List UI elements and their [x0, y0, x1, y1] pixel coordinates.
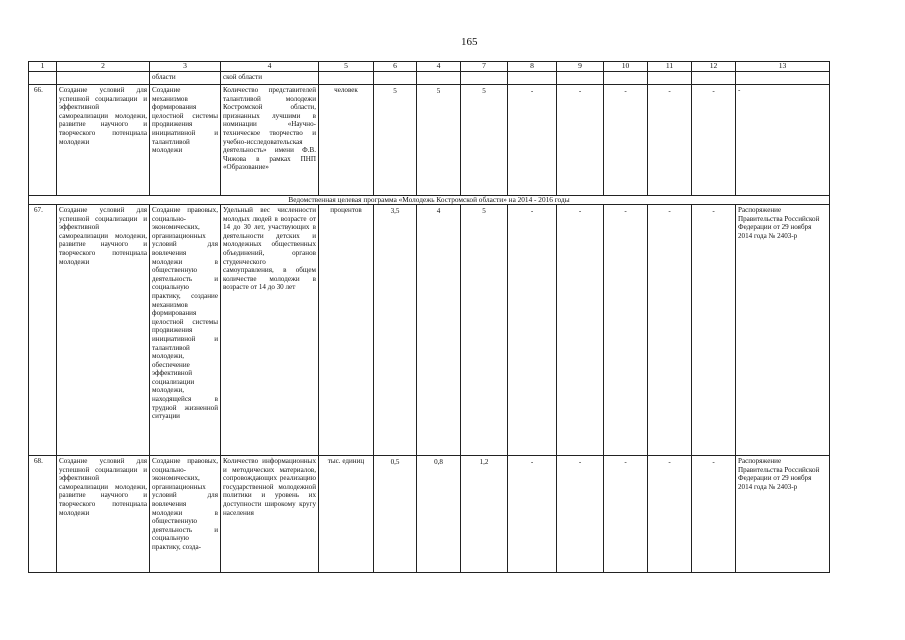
row-number: 66.	[29, 85, 57, 196]
col-header-10: 10	[604, 62, 648, 72]
col-header-9: 9	[557, 62, 604, 72]
row-source: Распоряжение Правительства Российской Федерации от 29 ноября 2014 года № 2403-р	[736, 205, 830, 456]
row-value-4b: 0,8	[417, 456, 461, 573]
row-number: 68.	[29, 456, 57, 573]
row-value-8: -	[508, 85, 557, 196]
row-value-11: -	[648, 205, 692, 456]
row-indicator: Удельный вес численности молодых людей в возрасте от 14 до 30 лет, участвующих в деятельности детских и молодежных общественных объединений, органов студенческого самоуправления, в общем количестве молодежи в возрасте от 14 до 30 лет	[221, 205, 319, 456]
row-value-8: -	[508, 205, 557, 456]
row-value-6: 5	[374, 85, 417, 196]
row-value-9: -	[557, 85, 604, 196]
col-header-4b: 4	[417, 62, 461, 72]
row-value-7: 5	[461, 85, 508, 196]
col-header-8: 8	[508, 62, 557, 72]
row-value-10: -	[604, 205, 648, 456]
row-unit: тыс. единиц	[319, 456, 374, 573]
carryover-task: области	[150, 72, 221, 85]
col-header-13: 13	[736, 62, 830, 72]
table-row	[29, 456, 830, 573]
col-header-11: 11	[648, 62, 692, 72]
row-value-9: -	[557, 205, 604, 456]
row-value-11: -	[648, 456, 692, 573]
col-header-3: 3	[150, 62, 221, 72]
col-header-6: 6	[374, 62, 417, 72]
col-header-5: 5	[319, 62, 374, 72]
carryover-indicator: ской области	[221, 72, 319, 85]
row-value-6: 0,5	[374, 456, 417, 573]
row-value-10: -	[604, 456, 648, 573]
row-value-9: -	[557, 456, 604, 573]
row-value-7: 5	[461, 205, 508, 456]
row-number: 67.	[29, 205, 57, 456]
row-task: Создание механизмов формирования целостной системы продвижения инициативной и талантливой молодежи	[150, 85, 221, 196]
col-header-1: 1	[29, 62, 57, 72]
row-goal: Создание условий для успешной социализации и эффективной самореализации молодежи, развитие научного и творческого потенциала молодежи	[57, 456, 150, 573]
row-source: Распоряжение Правительства Российской Федерации от 29 ноября 2014 года № 2403-р	[736, 456, 830, 573]
col-header-12: 12	[692, 62, 736, 72]
page-number: 165	[461, 36, 478, 48]
column-number-row	[29, 62, 830, 72]
table-row	[29, 85, 830, 196]
program-title: Ведомственная целевая программа «Молодежь Костромской области» на 2014 - 2016 годы	[29, 196, 830, 205]
row-unit: процентов	[319, 205, 374, 456]
row-indicator: Количество информационных и методических материалов, сопровождающих реализацию государственной молодежной политики и уровень их доступности широкому кругу населения	[221, 456, 319, 573]
row-value-4b: 5	[417, 85, 461, 196]
row-value-12: -	[692, 205, 736, 456]
row-value-4b: 4	[417, 205, 461, 456]
row-task: Создание правовых, социально-экономических, организационных условий для вовлечения молодежи в общественную деятельность и социальную практику, создание механизмов формирования целостной системы продвижения инициативной и талантливой молодежи, обеспечение эффективной социализации молодежи, находящейся в трудной жизненной ситуации	[150, 205, 221, 456]
row-source: -	[736, 85, 830, 196]
indicator-table-container	[28, 61, 829, 579]
row-task: Создание правовых, социально-экономических, организационных условий для вовлечения молодежи в общественную деятельность и социальную практику, созда-	[150, 456, 221, 573]
row-goal: Создание условий для успешной социализации и эффективной самореализации молодежи, развитие научного и творческого потенциала молодежи	[57, 85, 150, 196]
program-title-row	[29, 196, 830, 205]
col-header-2: 2	[57, 62, 150, 72]
row-value-12: -	[692, 456, 736, 573]
row-value-10: -	[604, 85, 648, 196]
col-header-7: 7	[461, 62, 508, 72]
row-unit: человек	[319, 85, 374, 196]
table-row	[29, 205, 830, 456]
carryover-row	[29, 72, 830, 85]
row-value-11: -	[648, 85, 692, 196]
row-value-12: -	[692, 85, 736, 196]
indicator-table	[28, 61, 830, 573]
col-header-4: 4	[221, 62, 319, 72]
row-indicator: Количество представителей талантливой молодежи Костромской области, признанных лучшими в номинации «Научно-техническое творчество и учебно-исследовательская деятельность» имени Ф.В. Чижова в рамках ПНП «Образование»	[221, 85, 319, 196]
row-value-7: 1,2	[461, 456, 508, 573]
row-value-8: -	[508, 456, 557, 573]
row-goal: Создание условий для успешной социализации и эффективной самореализации молодежи, развитие научного и творческого потенциала молодежи	[57, 205, 150, 456]
row-value-6: 3,5	[374, 205, 417, 456]
